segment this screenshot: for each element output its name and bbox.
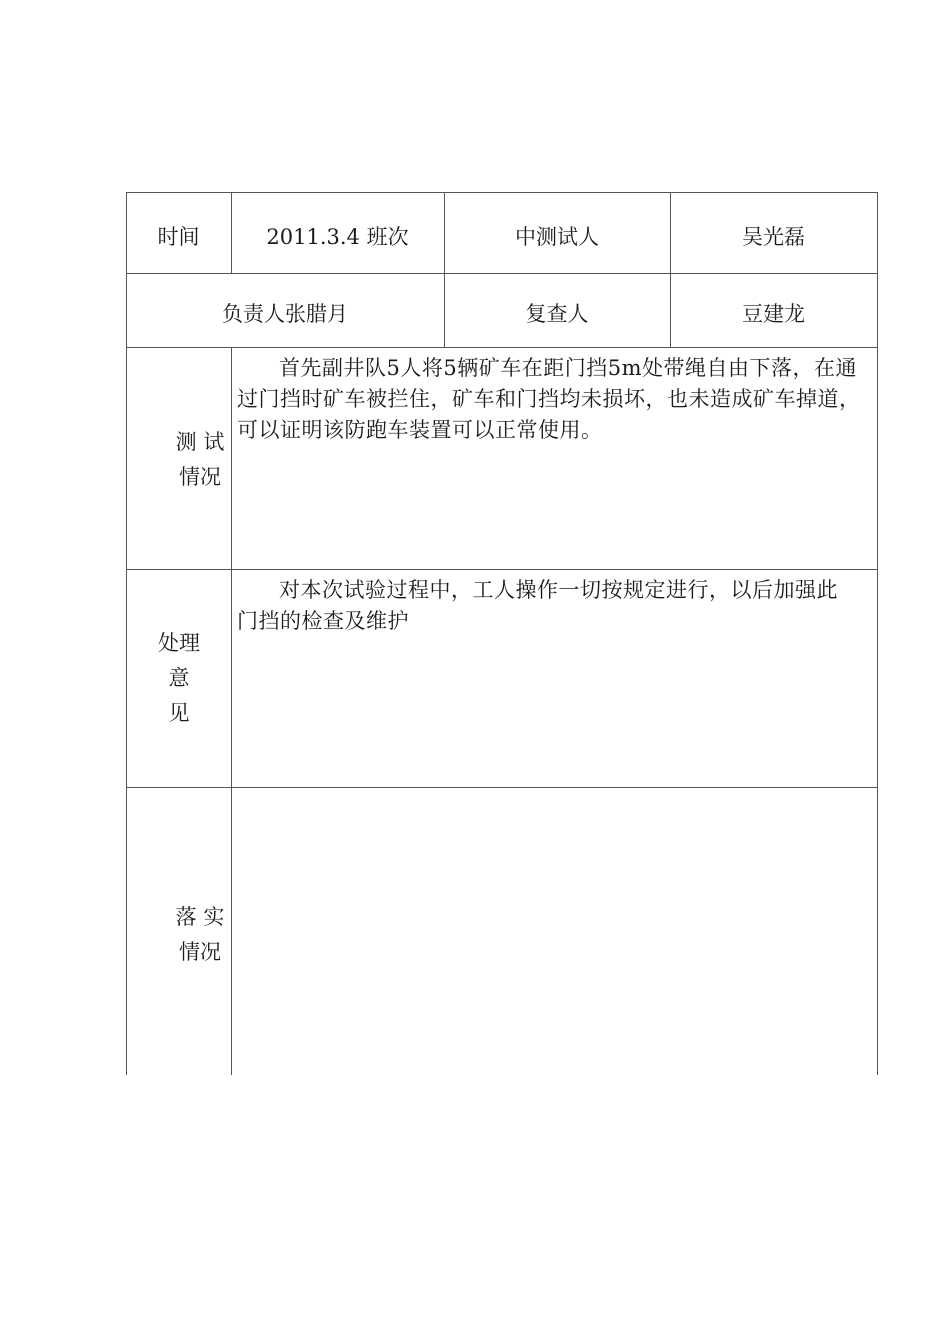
opinion-label-line3: 见 — [168, 701, 190, 725]
test-section-label — [160, 425, 240, 495]
test-label-line1: 测 试 — [175, 430, 225, 454]
time-label: 时间 — [157, 225, 200, 249]
opinion-label-line2: 意 — [168, 666, 190, 690]
test-label-line2: 情况 — [179, 465, 221, 489]
date-shift-value: 2011.3.4 班次 — [266, 225, 409, 249]
row-divider-3 — [126, 569, 878, 570]
table-border-right — [877, 192, 878, 1075]
opinion-section-content: 对本次试验过程中，工人操作一切按规定进行，以后加强此门挡的检查及维护 — [237, 578, 838, 633]
reviewer-label: 复查人 — [525, 302, 589, 326]
row-divider-1 — [126, 273, 878, 274]
tester-label: 中测试人 — [515, 225, 599, 249]
row-divider-4 — [126, 787, 878, 788]
implementation-label-line2: 情况 — [179, 940, 221, 964]
implementation-section-label — [160, 900, 240, 970]
opinion-label-line1: 处理 — [158, 631, 200, 655]
table-border-top — [126, 192, 878, 193]
opinion-section-label — [139, 626, 219, 731]
implementation-label-line1: 落 实 — [175, 905, 225, 929]
test-section-content: 首先副井队5人将5辆矿车在距门挡5m处带绳自由下落，在通过门挡时矿车被拦住，矿车和门挡均未损坏，也未造成矿车掉道，可以证明该防跑车装置可以正常使用。 — [237, 356, 861, 442]
reviewer-name: 豆建龙 — [742, 302, 805, 326]
row-divider-2 — [126, 347, 878, 348]
tester-name: 吴光磊 — [742, 225, 805, 249]
responsible-person: 负责人张腊月 — [222, 302, 348, 326]
